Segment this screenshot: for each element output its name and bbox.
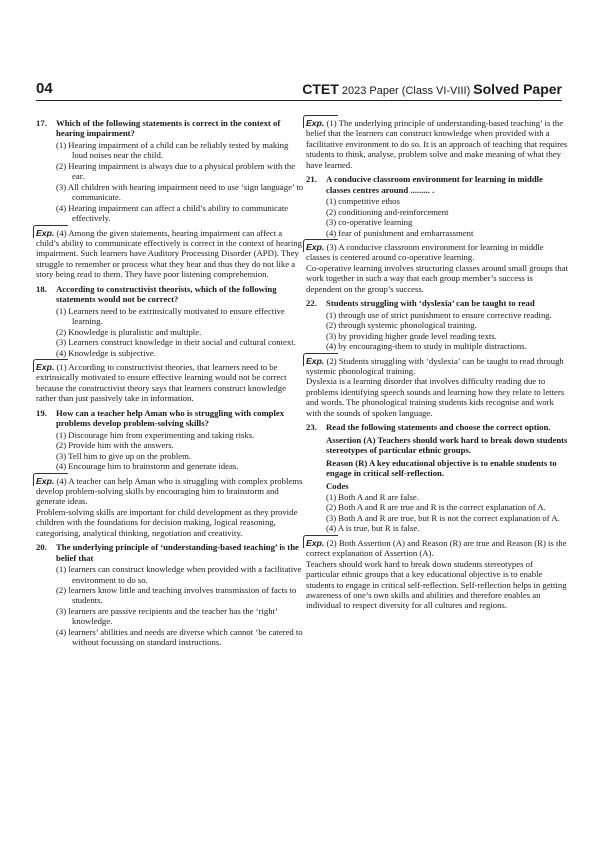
exp-text: (4) Among the given statements, hearing impairment can affect a child’s ability to communicate effectively is correct in the context of hearing impairment. Such learners have Auditory Processing Disorder (APD). They struggle to remember or process what they hear and thus they do not like a story being read to them. They have poor listening comprehension. xyxy=(36,227,302,280)
explanation-23 xyxy=(306,538,568,611)
exp-label: Exp. xyxy=(306,241,325,252)
question-text: A conducive classroom environment for learning in middle classes centres around ......... . xyxy=(326,174,543,195)
question-23 xyxy=(306,422,568,534)
option: (1) competitive ethos xyxy=(326,196,400,207)
exp-label: Exp. xyxy=(36,361,55,372)
exp-text: (2) Students struggling with ‘dyslexia’ can be taught to read through systemic phonological training. xyxy=(306,355,564,376)
option: (4) by encouraging-them to study in multiple distractions. xyxy=(326,341,527,352)
exp-text: (4) A teacher can help Aman who is struggling with complex problems develop problem-solving skills by encouraging him to brainstorm and generate ideas. xyxy=(36,475,303,507)
assertion-statement: Assertion (A) Teachers should work hard to break down students stereotypes of particular ethnic groups. xyxy=(326,434,568,456)
exp-label: Exp. xyxy=(306,118,325,128)
option: (2) through systemic phonological training. xyxy=(326,320,477,331)
options-list xyxy=(56,306,304,358)
explanation-17 xyxy=(36,228,304,280)
exp-label: Exp. xyxy=(306,355,325,366)
exp-text: (2) Both Assertion (A) and Reason (R) are true and Reason (R) is the correct explanation of Assertion (A). xyxy=(306,537,567,559)
header-title xyxy=(302,80,562,100)
option: (1) learners can construct knowledge when provided with a facilitative environment to do so. xyxy=(56,564,302,585)
question-text: Which of the following statements is correct in the context of hearing impairment? xyxy=(56,118,281,139)
question-21 xyxy=(306,174,568,238)
option: (2) Both A and R are true and R is the correct explanation of A. xyxy=(326,502,546,513)
option: (2) Knowledge is pluralistic and multiple. xyxy=(56,326,202,337)
option: (4) learners’ abilities and needs are diverse which cannot ‘be catered to without focussing on standard instructions. xyxy=(56,626,303,648)
option: (4) fear of punishment and embarrassment xyxy=(326,227,474,238)
option: (3) Both A and R are true, but R is not the correct explanation of A. xyxy=(326,512,560,523)
exp-text: (1) According to constructivist theories, that learners need to be extrinsically motivated to ensure effective learning would not be correct because the constructivist theory says that learners construct knowledge rather than just passively take in information. xyxy=(36,361,287,404)
solved-label: Solved Paper xyxy=(473,81,562,97)
paper-label: 2023 Paper (Class VI-VIII) xyxy=(341,85,471,97)
option: (4) A is true, but R is false. xyxy=(326,523,420,534)
exp-text: Problem-solving skills are important for child development as they provide children with the foundations for decision making, logical reasoning, categorising, analytical thinking, negotiation and creativity. xyxy=(36,506,298,538)
page-header xyxy=(36,80,562,104)
header-rule xyxy=(36,100,562,101)
left-column xyxy=(36,118,304,648)
option: (1) Discourage him from experimenting and taking risks. xyxy=(56,429,255,440)
option: (1) Both A and R are false. xyxy=(326,491,419,502)
exp-text: Co-operative learning involves structuring classes around small groups that work together in such a way that each group member’s success is dependent on the group’s success. xyxy=(306,262,569,294)
exp-label: Exp. xyxy=(306,537,325,548)
question-20 xyxy=(36,542,304,648)
question-text: How can a teacher help Aman who is struggling with complex problems develop problem-solving skills? xyxy=(56,407,285,429)
question-number: 18. xyxy=(36,283,47,294)
reason-statement: Reason (R) A key educational objective is to enable students to engage in critical self-reflection. xyxy=(326,457,557,479)
question-text: Students struggling with ‘dyslexia’ can be taught to read xyxy=(326,298,535,309)
question-number: 19. xyxy=(36,407,47,418)
options-list xyxy=(56,430,304,472)
option: (3) by providing higher grade level reading texts. xyxy=(326,330,497,341)
option: (3) All children with hearing impairment need to use ‘sign language’ to communicate. xyxy=(56,181,304,203)
option: (2) conditioning and-reinforcement xyxy=(326,206,449,217)
option: (3) learners are passive recipients and the teacher has the ‘right’ knowledge. xyxy=(56,605,278,627)
option: (2) learners know little and teaching involves transmission of facts to students. xyxy=(56,585,297,606)
option: (2) Hearing impairment is always due to a physical problem with the ear. xyxy=(56,160,296,182)
option: (3) Tell him to give up on the problem. xyxy=(56,450,192,461)
question-19 xyxy=(36,408,304,472)
options-list xyxy=(326,310,568,352)
question-number: 22. xyxy=(306,298,317,309)
options-list xyxy=(56,140,304,224)
question-number: 21. xyxy=(306,174,317,185)
option: (3) Learners construct knowledge in their social and cultural context. xyxy=(56,337,296,348)
option: (1) Learners need to be extrinsically motivated to ensure effective learning. xyxy=(56,305,285,327)
question-number: 17. xyxy=(36,118,47,128)
explanation-21 xyxy=(306,242,568,294)
options-list xyxy=(326,492,568,534)
option: (1) through use of strict punishment to ensure corrective reading. xyxy=(326,309,552,320)
question-22 xyxy=(306,298,568,351)
exp-label: Exp. xyxy=(36,227,55,238)
option: (2) Provide him with the answers. xyxy=(56,440,174,451)
option: (4) Hearing impairment can affect a child’s ability to communicate effectively. xyxy=(56,202,289,224)
explanation-20 xyxy=(306,118,568,170)
exp-text: (1) The underlying principle of understanding-based teaching’ is the belief that the learners can construct knowledge when provided with a facilitative environment to do so. It is an approach of teaching that requires students to think, analyse, problem solve and make meaning of what they have learned. xyxy=(306,118,568,170)
options-list xyxy=(326,196,568,238)
option: (3) co-operative learning xyxy=(326,217,413,228)
explanation-18 xyxy=(36,362,304,404)
exp-text: Dyslexia is a learning disorder that involves difficulty reading due to problems identifying speech sounds and learning how they relate to letters and words. The phonological training students kids recognise and work with the sounds of spoken language. xyxy=(306,376,565,418)
question-text: Read the following statements and choose the correct option. xyxy=(326,422,551,433)
codes-label: Codes xyxy=(326,480,349,491)
explanation-22 xyxy=(306,356,568,419)
exp-text: (3) A conducive classroom environment for learning in middle classes is centered around co-operative learning. xyxy=(306,241,544,263)
question-number: 23. xyxy=(306,422,317,433)
explanation-19 xyxy=(36,476,304,539)
options-list xyxy=(56,564,304,648)
brand-label: CTET xyxy=(302,81,339,97)
option: (4) Encourage him to brainstorm and generate ideas. xyxy=(56,461,239,472)
question-text: According to constructivist theorists, which of the following statements would not be correct? xyxy=(56,283,277,305)
question-17 xyxy=(36,118,304,224)
exp-label: Exp. xyxy=(36,475,55,486)
page-number: 04 xyxy=(36,80,53,97)
right-column xyxy=(306,118,568,611)
question-18 xyxy=(36,284,304,358)
option: (1) Hearing impairment of a child can be reliably tested by making loud noises near the child. xyxy=(56,139,289,161)
question-number: 20. xyxy=(36,542,47,553)
option: (4) Knowledge is subjective. xyxy=(56,347,156,358)
question-text: The underlying principle of ‘understanding-based teaching’ is the belief that xyxy=(56,542,299,563)
exp-text: Teachers should work hard to break down students stereotypes of particular ethnic groups that a key educational objective is to enable students to engage in critical self-reflection. Self-reflection helps in getting awareness of one’s own skills and abilities and therefore enables an individual to respect diversity for all cultures and regions. xyxy=(306,558,567,611)
